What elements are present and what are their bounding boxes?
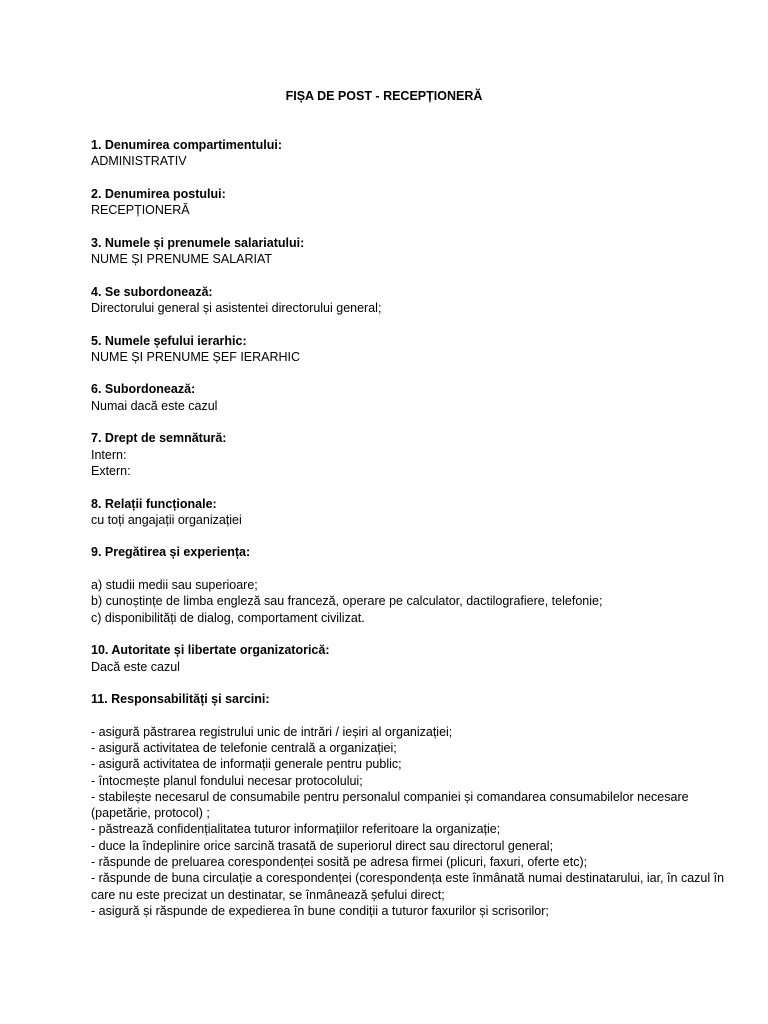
spacer	[91, 707, 728, 723]
section-heading: 7. Drept de semnătură:	[91, 431, 227, 446]
requirement-item: a) studii medii sau superioare;	[91, 578, 258, 593]
document-title: FIȘA DE POST - RECEPȚIONERĂ	[285, 89, 483, 103]
section-value: cu toți angajații organizației	[91, 512, 242, 527]
section-heading: 6. Subordonează:	[91, 382, 196, 397]
section-heading: 5. Numele șefului ierarhic:	[91, 333, 247, 348]
task-item: - păstrează confidențialitatea tuturor informațiilor referitoare la organizație;	[91, 822, 501, 837]
section-value: NUME ȘI PRENUME ȘEF IERARHIC	[91, 349, 301, 364]
section-responsibilities	[91, 691, 728, 919]
section-functional-relations	[91, 496, 728, 529]
section-signature-rights	[91, 430, 728, 479]
task-item: - asigură și răspunde de expedierea în bune condiții a tuturor faxurilor și scrisorilor;	[91, 903, 549, 918]
task-item: - răspunde de buna circulație a corespondenței (corespondența este înmânată numai destinatarului, iar, în cazul în care nu este precizat un destinatar, se înmânează șefului direct;	[91, 871, 725, 902]
section-heading: 11. Responsabilități și sarcini:	[91, 692, 270, 707]
section-value: Directorului general și asistentei directorului general;	[91, 300, 382, 315]
section-heading: 9. Pregătirea și experiența:	[91, 545, 251, 560]
requirement-item: c) disponibilități de dialog, comportament civilizat.	[91, 610, 365, 625]
section-heading: 8. Relații funcționale:	[91, 496, 217, 511]
task-list	[91, 724, 728, 920]
document-body	[91, 137, 728, 936]
section-authority	[91, 642, 728, 675]
task-item: - duce la îndeplinire orice sarcină trasată de superiorul direct sau directorul general;	[91, 838, 554, 853]
section-value: ADMINISTRATIV	[91, 154, 187, 169]
section-value: Numai dacă este cazul	[91, 398, 218, 413]
section-heading: 4. Se subordonează:	[91, 284, 213, 299]
section-heading: 3. Numele și prenumele salariatului:	[91, 235, 305, 250]
task-item: - asigură activitatea de telefonie centrală a organizației;	[91, 740, 397, 755]
section-value: RECEPȚIONERĂ	[91, 203, 190, 218]
section-position-name	[91, 186, 728, 219]
section-value: Dacă este cazul	[91, 659, 180, 674]
section-compartment	[91, 137, 728, 170]
section-heading: 10. Autoritate și libertate organizatorică:	[91, 643, 330, 658]
signature-external: Extern:	[91, 463, 131, 478]
section-value: NUME ȘI PRENUME SALARIAT	[91, 252, 273, 267]
task-item: - stabilește necesarul de consumabile pentru personalul companiei și comandarea consumabilelor necesare (papetărie, protocol) ;	[91, 789, 689, 821]
section-subordinates	[91, 381, 728, 414]
signature-internal: Intern:	[91, 447, 127, 462]
task-item: - răspunde de preluarea corespondenței sosită pe adresa firmei (plicuri, faxuri, oferte etc);	[91, 855, 588, 870]
task-item: - întocmește planul fondului necesar protocolului;	[91, 773, 363, 788]
section-reports-to	[91, 284, 728, 317]
section-training-experience	[91, 544, 728, 625]
spacer	[91, 561, 728, 577]
task-item: - asigură păstrarea registrului unic de intrări / ieșiri al organizației;	[91, 724, 453, 739]
section-employee-name	[91, 235, 728, 268]
task-item: - asigură activitatea de informații generale pentru public;	[91, 757, 402, 772]
section-heading: 1. Denumirea compartimentului:	[91, 138, 283, 152]
requirement-item: b) cunoștințe de limba engleză sau franceză, operare pe calculator, dactilografiere, telefonie;	[91, 594, 603, 609]
section-heading: 2. Denumirea postului:	[91, 186, 226, 201]
section-supervisor-name	[91, 333, 728, 366]
